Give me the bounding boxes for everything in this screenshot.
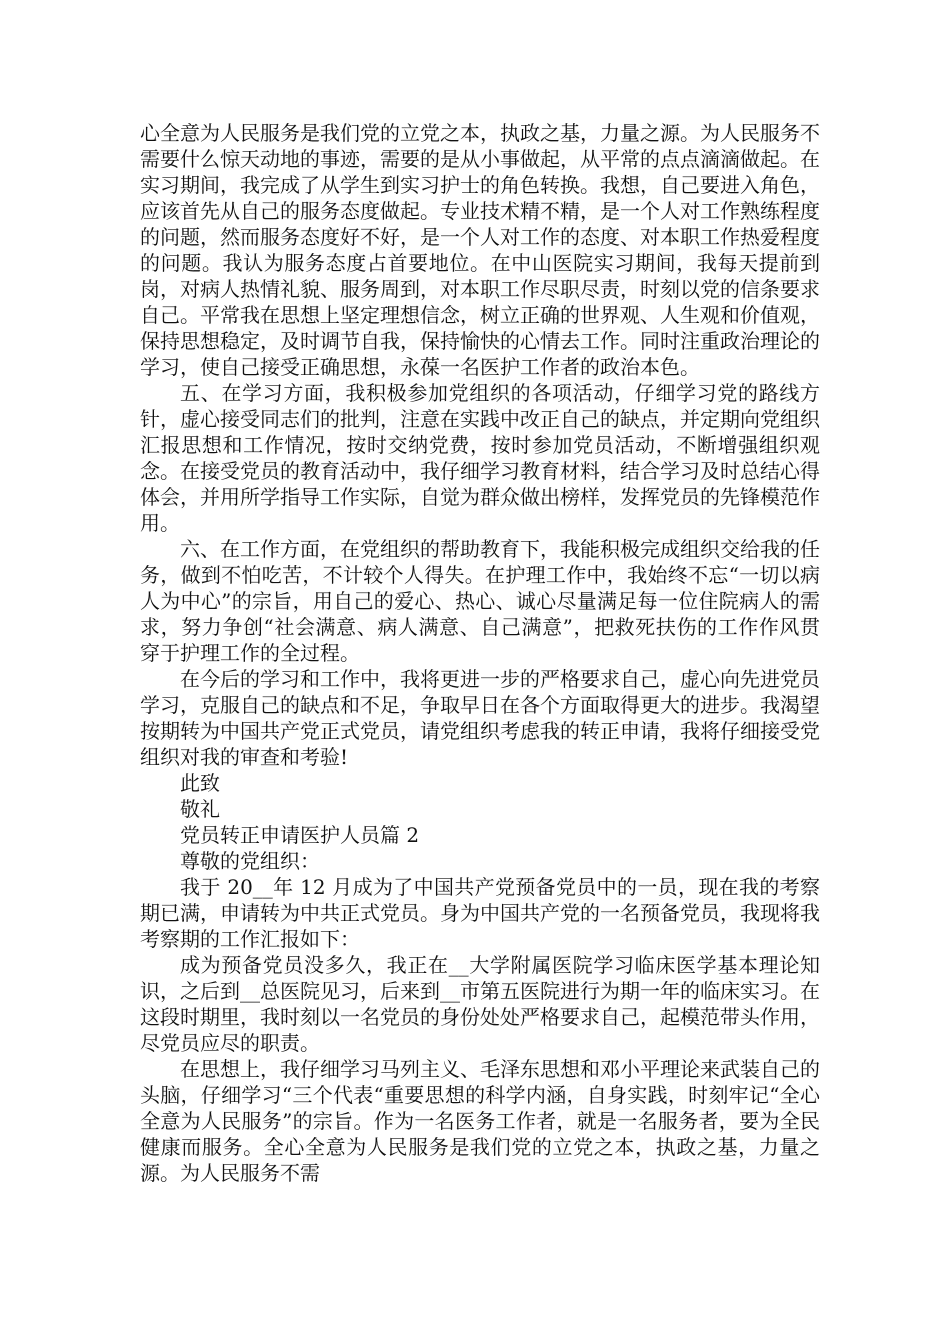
closing-line: 敬礼 xyxy=(180,797,220,821)
body-paragraph: 心全意为人民服务是我们党的立党之本，执政之基，力量之源。为人民服务不需要什么惊天动地的事迹，需要的是从小事做起，从平常的点点滴滴做起。在实习期间，我完成了从学生到实习护士的角色转换。我想，自己要进入角色，应该首先从自己的服务态度做起。专业技术精不精，是一个人对工作熟练程度的问题，然而服务态度好不好，是一个人对工作的态度、对本职工作热爱程度的问题。我认为服务态度占首要地位。在中山医院实习期间，我每天提前到岗，对病人热情礼貌、服务周到，对本职工作尽职尽责，时刻以党的信条要求自己。平常我在思想上坚定理想信念，树立正确的世界观、人生观和价值观，保持思想稳定，及时调节自我，保持愉快的心情去工作。同时注重政治理论的学习，使自己接受正确思想，永葆一名医护工作者的政治本色。 xyxy=(140,121,820,379)
body-paragraph: 六、在工作方面，在党组织的帮助教育下，我能积极完成组织交给我的任务，做到不怕吃苦，不计较个人得失。在护理工作中，我始终不忘“一切以病人为中心”的宗旨，用自己的爱心、热心、诚心尽量满足每一位住院病人的需求，努力争创“社会满意、病人满意、自己满意”，把救死扶伤的工作作风贯穿于护理工作的全过程。 xyxy=(140,537,820,665)
salutation: 尊敬的党组织： xyxy=(180,849,320,873)
body-paragraph: 我于 20__年 12 月成为了中国共产党预备党员中的一员，现在我的考察期已满，申请转为中共正式党员。身为中国共产党的一名预备党员，我现将我考察期的工作汇报如下： xyxy=(140,875,820,951)
body-paragraph: 在今后的学习和工作中，我将更进一步的严格要求自己，虚心向先进党员学习，克服自己的缺点和不足，争取早日在各个方面取得更大的进步。我渴望按期转为中国共产党正式党员，请党组织考虑我的转正申请，我将仔细接受党组织对我的审查和考验! xyxy=(140,667,820,769)
closing-line: 此致 xyxy=(180,771,220,795)
body-paragraph: 在思想上，我仔细学习马列主义、毛泽东思想和邓小平理论来武装自己的头脑，仔细学习“三个代表“重要思想的科学内涵，自身实践，时刻牢记“全心全意为人民服务”的宗旨。作为一名医务工作者，就是一名服务者，要为全民健康而服务。全心全意为人民服务是我们党的立党之本，执政之基，力量之源。为人民服务不需 xyxy=(140,1057,820,1185)
section-title: 党员转正申请医护人员篇 2 xyxy=(180,823,420,847)
document-page xyxy=(140,120,820,1186)
body-paragraph: 五、在学习方面，我积极参加党组织的各项活动，仔细学习党的路线方针，虚心接受同志们的批判，注意在实践中改正自己的缺点，并定期向党组织汇报思想和工作情况，按时交纳党费，按时参加党员活动，不断增强组织观念。在接受党员的教育活动中，我仔细学习教育材料，结合学习及时总结心得体会，并用所学指导工作实际，自觉为群众做出榜样，发挥党员的先锋模范作用。 xyxy=(140,381,820,535)
body-paragraph: 成为预备党员没多久，我正在__大学附属医院学习临床医学基本理论知识，之后到__总医院见习，后来到__市第五医院进行为期一年的临床实习。在这段时期里，我时刻以一名党员的身份处处严格要求自己，起模范带头作用，尽党员应尽的职责。 xyxy=(140,953,820,1055)
